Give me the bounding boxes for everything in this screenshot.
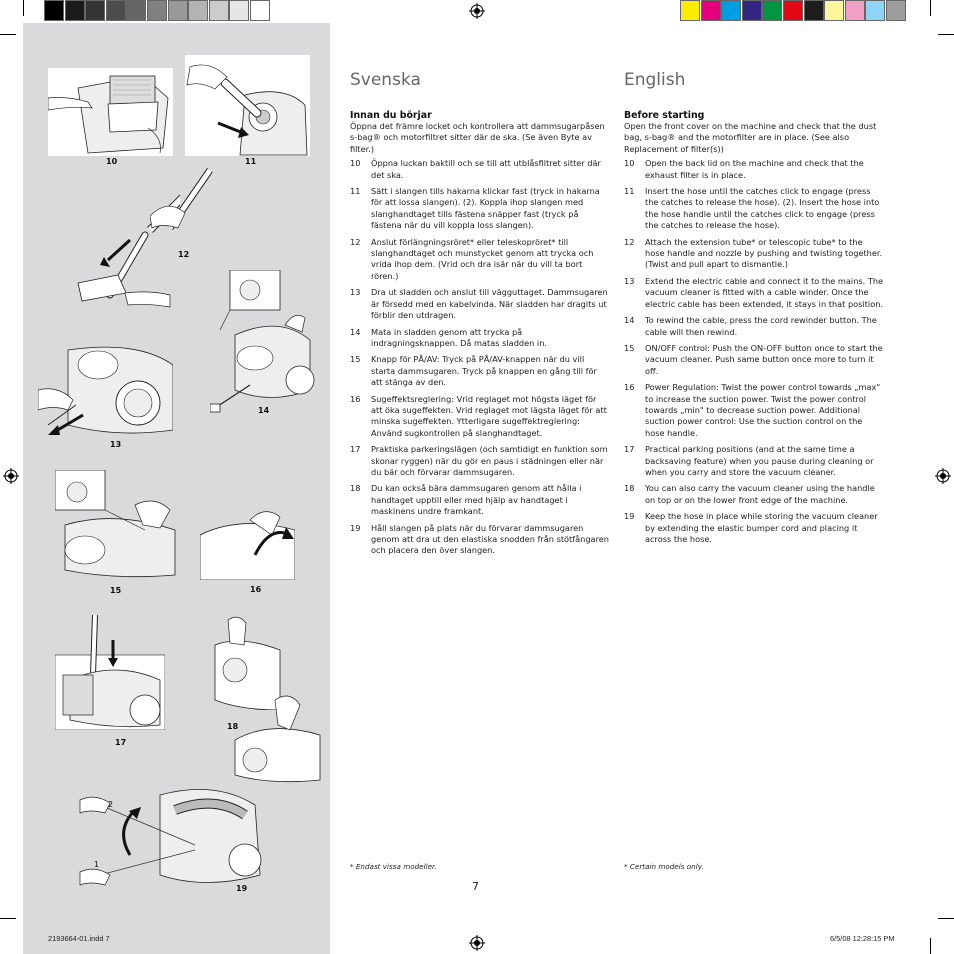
figure-label: 12 <box>178 250 190 259</box>
figure-10-front-cover-illustration <box>48 68 173 156</box>
list-item <box>350 237 610 283</box>
figure-label: 10 <box>106 157 118 166</box>
step-number: 17 <box>350 444 361 455</box>
language-heading: Svenska <box>350 70 421 90</box>
figure-19-step-2: 2 <box>108 800 114 809</box>
step-text: Mata in sladden genom att trycka på indragningsknappen. Då matas sladden in. <box>371 326 547 348</box>
crop-mark <box>0 918 16 919</box>
step-text: Öppna luckan baktill och se till att utblåsfiltret sitter där det ska. <box>371 158 601 180</box>
list-item <box>350 444 610 478</box>
step-number: 12 <box>350 236 361 247</box>
intro-paragraph: Open the front cover on the machine and check that the dust bag, s-bag® and the motorfilter are in place. (See also Replacement of filter(s)) <box>624 121 877 154</box>
figure-12-tube-top-illustration <box>150 168 220 248</box>
step-number: 13 <box>624 275 635 286</box>
list-item <box>350 354 610 388</box>
list-item <box>624 343 884 377</box>
step-text: Keep the hose in place while storing the vacuum cleaner by extending the elastic bumper cord and placing it across the hose. <box>645 511 878 544</box>
list-item <box>350 287 610 321</box>
step-text: Håll slangen på plats när du förvarar dammsugaren genom att dra ut den elastiska snodden från stötfångaren och placera den över slangen. <box>371 522 609 556</box>
english-column <box>624 70 884 550</box>
step-number: 18 <box>350 483 361 494</box>
step-number: 15 <box>350 354 361 365</box>
color-swatch <box>742 0 762 21</box>
color-swatch <box>762 0 782 21</box>
figure-14-rewind-button-illustration <box>210 270 315 415</box>
figure-label: 16 <box>250 585 262 594</box>
step-number: 14 <box>350 326 361 337</box>
figure-label: 19 <box>236 884 248 893</box>
color-swatch <box>721 0 741 21</box>
gray-swatch <box>147 0 167 21</box>
figure-label: 17 <box>115 738 127 747</box>
list-item <box>624 382 884 439</box>
figure-13-extend-cable-illustration <box>38 345 173 438</box>
color-swatch <box>886 0 906 21</box>
crop-mark <box>938 34 954 35</box>
color-swatch <box>680 0 700 21</box>
figure-label: 13 <box>110 440 122 449</box>
step-text: Du kan också bära dammsugaren genom att hålla i handtaget upptill eller med hjälp av handtaget i maskinens undre framkant. <box>371 483 582 517</box>
step-number: 16 <box>350 393 361 404</box>
step-text: Attach the extension tube* or telescopic tube* to the hose handle and nozzle by pushing and twisting together. (Twist and pull apart to dismantle.) <box>645 236 883 270</box>
footnote: * Endast vissa modeller. <box>350 862 437 871</box>
list-item <box>624 186 884 232</box>
figure-label: 18 <box>227 722 239 731</box>
language-heading: English <box>624 70 686 90</box>
registration-mark-icon <box>469 3 485 19</box>
step-text: Practical parking positions (and at the same time a backsaving feature) when you pause during cleaning or when you carry and store the vacuum cleaner. <box>645 444 874 477</box>
footer-filename: 2193664-01.indd 7 <box>48 934 110 943</box>
step-number: 14 <box>624 315 635 326</box>
gray-swatch <box>250 0 270 21</box>
step-text: Insert the hose until the catches click to engage (press the catches to release the hose). (2). Insert the hose into the hose handle until the catches click to engage (press the catches to release the hose). <box>645 186 880 231</box>
gray-swatch <box>126 0 146 21</box>
step-text: Dra ut sladden och anslut till vägguttaget. Dammsugaren är försedd med en kabelvinda. När sladden har dragits ut förblir den utdragen. <box>371 287 608 321</box>
gray-swatch <box>106 0 126 21</box>
gray-swatch <box>209 0 229 21</box>
color-swatch <box>865 0 885 21</box>
gray-swatch <box>188 0 208 21</box>
list-item <box>624 511 884 545</box>
color-swatch <box>824 0 844 21</box>
figure-11-insert-hose-illustration <box>185 55 310 156</box>
list-item <box>350 158 610 181</box>
instruction-list <box>350 158 610 557</box>
crop-mark <box>23 0 24 16</box>
registration-mark-icon <box>935 468 951 484</box>
step-number: 18 <box>624 483 635 494</box>
step-text: Open the back lid on the machine and check that the exhaust filter is in place. <box>645 158 864 180</box>
gray-swatch <box>229 0 249 21</box>
step-text: Sugeffektsreglering: Vrid reglaget mot högsta läget för att öka sugeffekten. Vrid reglaget mot lägsta läget för att minska sugeffekten. Ytterligare sugeffektreglering: Använd sugkontrollen på slanghandtaget. <box>371 393 607 438</box>
step-text: Power Regulation: Twist the power control towards „max" to increase the suction power. Twist the power control towards „min" to decrease suction power. Additional suction power control: Use the suction control on the hose handle. <box>645 382 881 438</box>
footnote: * Certain models only. <box>624 862 704 871</box>
figure-label: 11 <box>245 157 257 166</box>
list-item <box>350 327 610 350</box>
gray-swatch <box>85 0 105 21</box>
list-item <box>350 483 610 517</box>
step-text: To rewind the cable, press the cord rewinder button. The cable will then rewind. <box>645 315 877 337</box>
figure-19-step-1: 1 <box>94 860 100 869</box>
step-number: 12 <box>624 236 635 247</box>
intro-paragraph: Öppna det främre locket och kontrollera att dammsugarpåsen s-bag® och motorfiltret sitter där de ska. (Se även Byte av filter.) <box>350 121 605 154</box>
crop-mark <box>930 0 931 16</box>
registration-mark-icon <box>3 468 19 484</box>
step-text: Anslut förlängningsröret* eller teleskopröret* till slanghandtaget och munstycket genom att trycka och vrida ihop dem. (Vrid och dra isär när du vill ta bort rören.) <box>371 236 594 281</box>
page-number: 7 <box>472 880 479 893</box>
color-swatch <box>845 0 865 21</box>
list-item <box>624 237 884 271</box>
step-number: 19 <box>624 511 635 522</box>
registration-mark-icon <box>469 935 485 951</box>
list-item <box>350 523 610 557</box>
step-number: 13 <box>350 287 361 298</box>
list-item <box>624 158 884 181</box>
gray-swatch <box>168 0 188 21</box>
gray-swatch <box>65 0 85 21</box>
list-item <box>624 276 884 310</box>
step-number: 16 <box>624 382 635 393</box>
step-number: 10 <box>624 158 635 169</box>
color-swatch <box>701 0 721 21</box>
step-text: ON/OFF control: Push the ON-OFF button once to start the vacuum cleaner. Push same button once more to turn it off. <box>645 342 883 376</box>
list-item <box>624 483 884 506</box>
figure-18-carry-front-illustration <box>230 690 325 785</box>
color-swatch <box>804 0 824 21</box>
step-number: 11 <box>624 186 635 197</box>
step-number: 19 <box>350 522 361 533</box>
figure-19-store-hose-illustration <box>75 775 265 895</box>
list-item <box>350 186 610 232</box>
footer-timestamp: 6/5/08 12:28:15 PM <box>830 934 895 943</box>
step-number: 11 <box>350 186 361 197</box>
crop-mark <box>938 918 954 919</box>
step-number: 10 <box>350 158 361 169</box>
figure-label: 14 <box>258 406 270 415</box>
gray-swatch <box>44 0 64 21</box>
crop-mark <box>930 938 931 954</box>
step-text: Sätt i slangen tills hakarna klickar fast (tryck in hakarna för att lossa slangen). (2). Koppla ihop slangen med slanghandtaget tills fästena snäpper fast (tryck på fästena när du vill koppla loss slangen). <box>371 186 600 231</box>
list-item <box>624 444 884 478</box>
step-number: 17 <box>624 444 635 455</box>
instruction-list <box>624 158 884 545</box>
figure-15-on-off-illustration <box>55 470 180 580</box>
color-swatch <box>783 0 803 21</box>
figure-17-parking-position-illustration <box>55 615 165 730</box>
section-heading: Innan du börjar <box>350 110 432 121</box>
step-text: Praktiska parkeringslägen (och samtidigt en funktion som skonar ryggen) när du gör en paus i städningen eller när du bär och förvarar dammsugaren. <box>371 444 608 477</box>
crop-mark <box>0 34 16 35</box>
figure-label: 15 <box>110 586 122 595</box>
step-text: Extend the electric cable and connect it to the mains. The vacuum cleaner is fitted with a cable winder. Once the electric cable has been extended, it stays in that position. <box>645 275 884 309</box>
step-number: 15 <box>624 342 635 353</box>
step-text: Knapp för PÅ/AV: Tryck på PÅ/AV-knappen när du vill starta dammsugaren. Tryck på knappen en gång till för att stänga av den. <box>371 354 597 388</box>
swedish-column <box>350 70 610 562</box>
figure-16-power-regulation-illustration <box>200 495 295 580</box>
list-item <box>624 315 884 338</box>
list-item <box>350 394 610 440</box>
step-text: You can also carry the vacuum cleaner using the handle on top or on the lower front edge of the machine. <box>645 483 875 505</box>
section-heading: Before starting <box>624 110 705 121</box>
